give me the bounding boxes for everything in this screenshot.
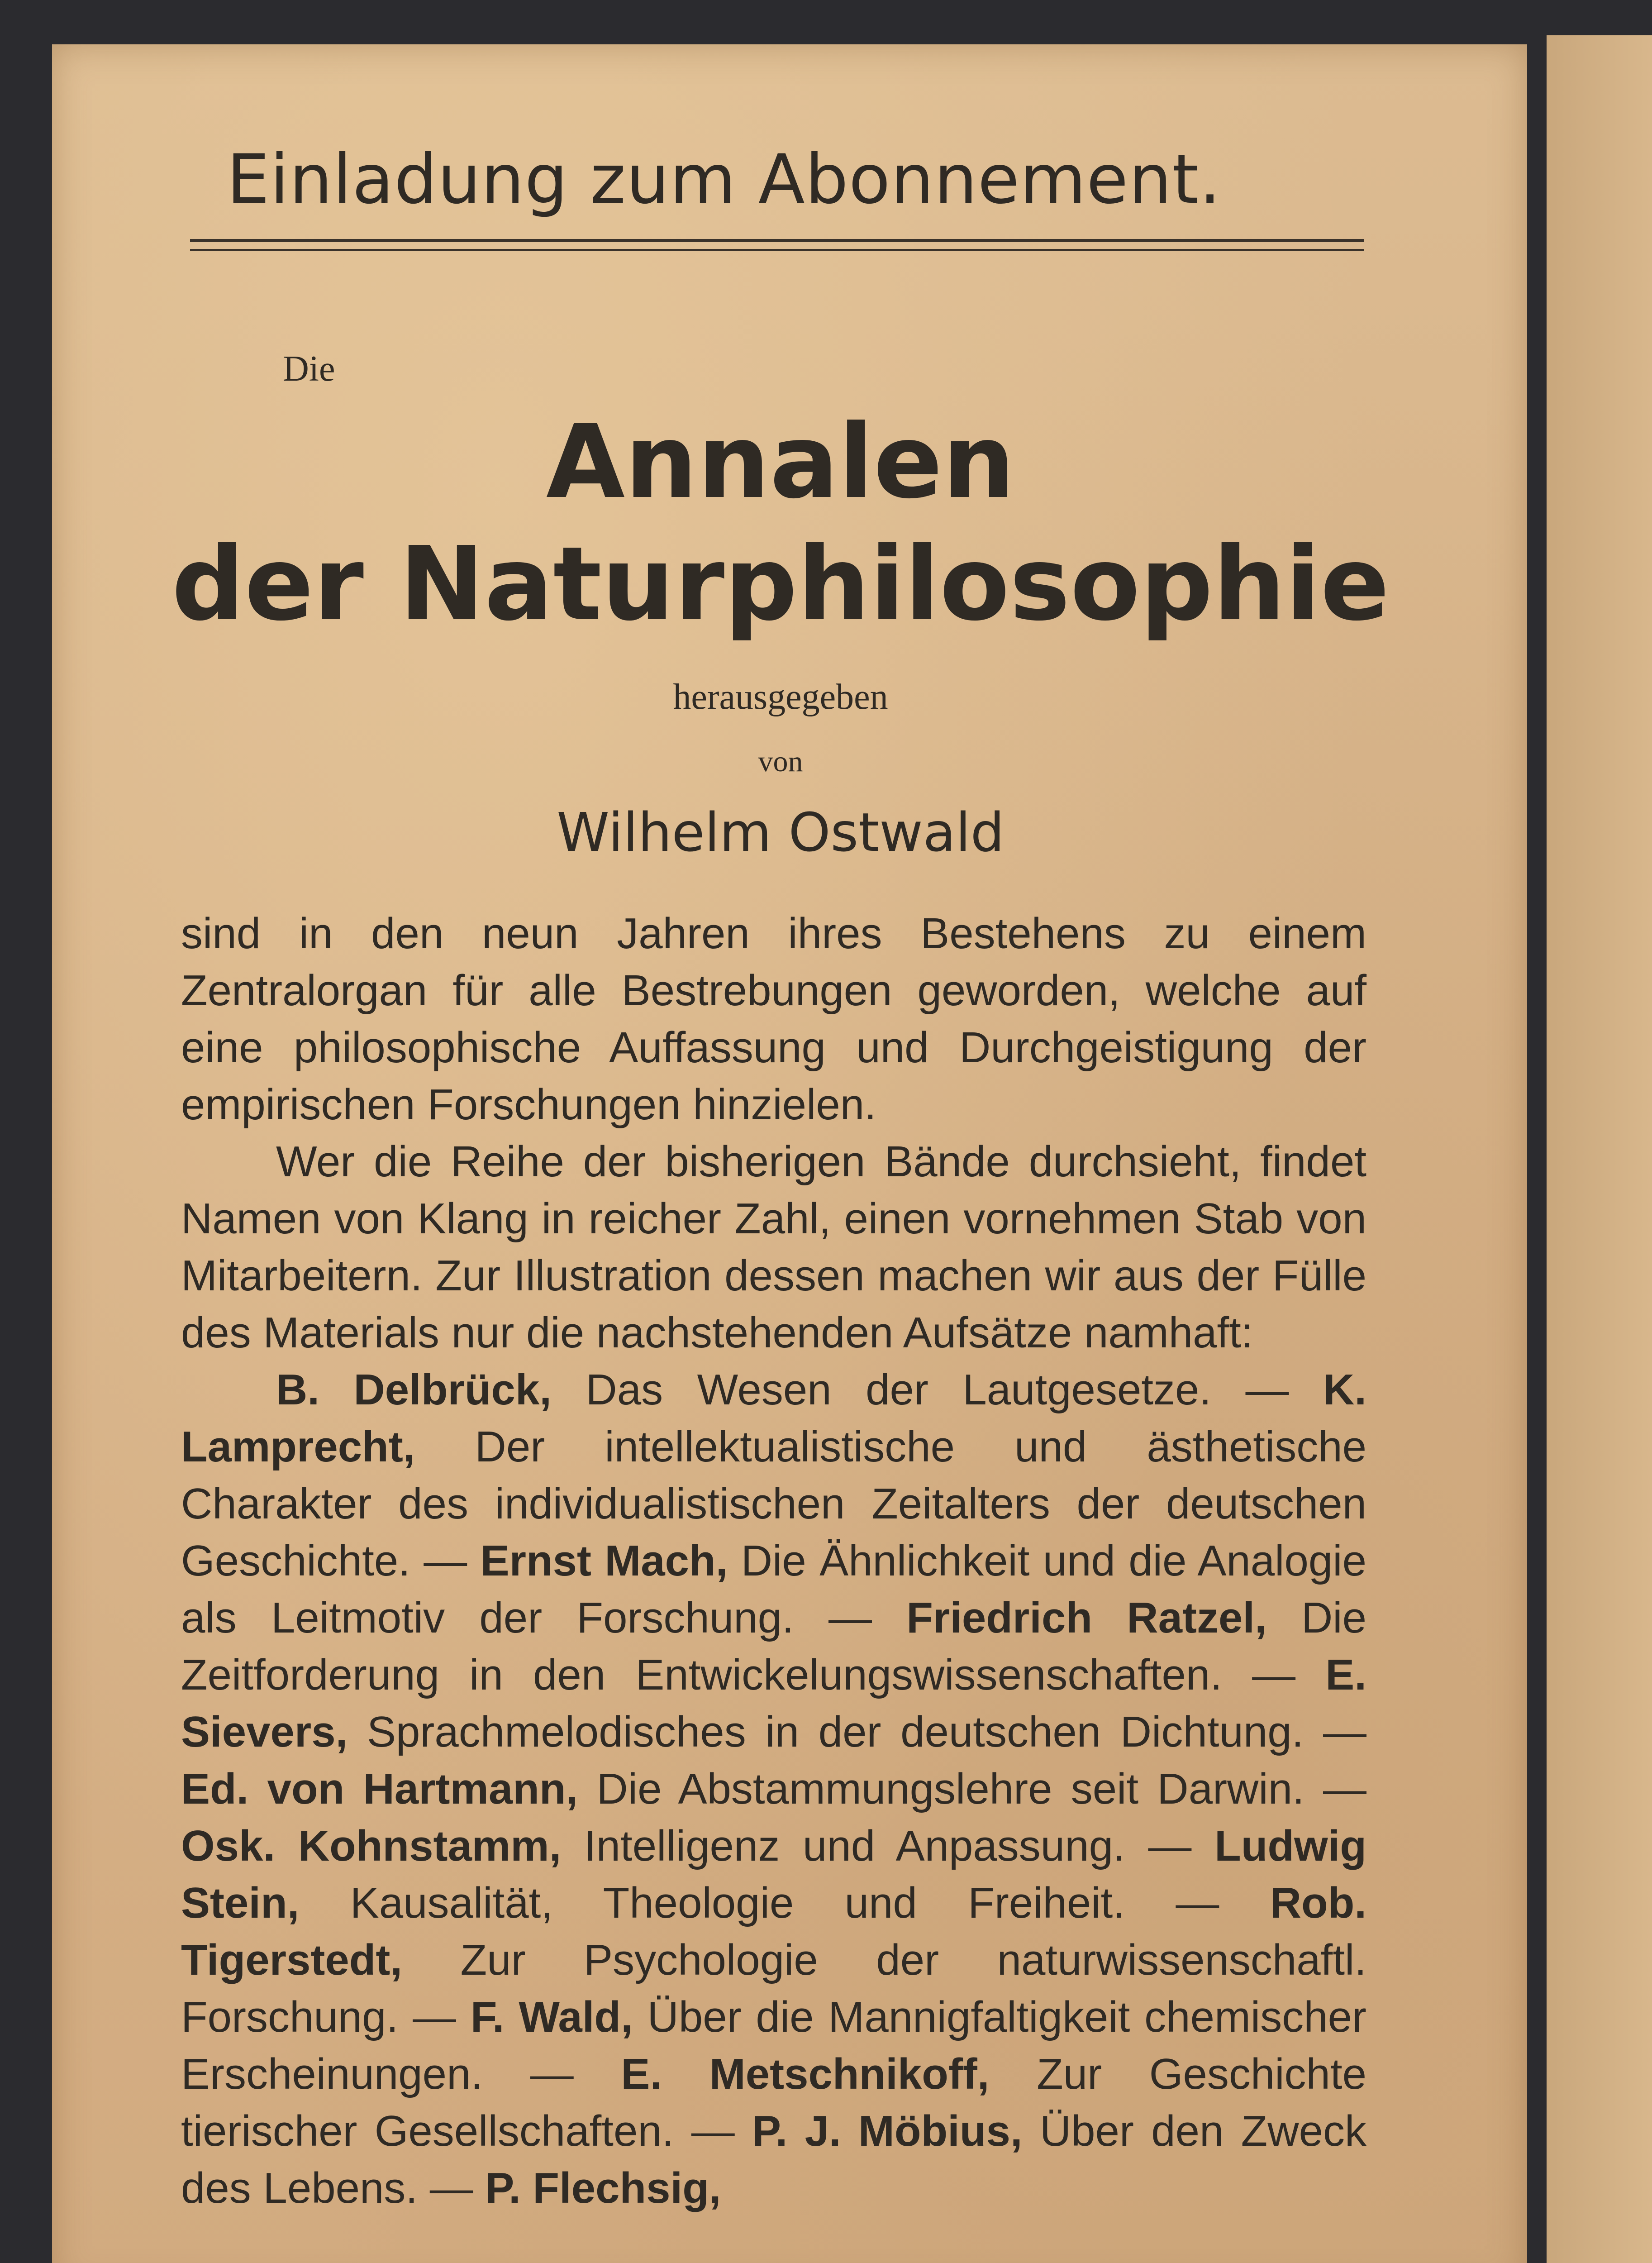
- paragraph-intro: sind in den neun Jahren ihres Bestehens zu einem Zentralorgan für alle Bestrebungen geworden, welche auf eine philosophische Auffassung und Durchgeistigung der empirischen Forschungen hinzielen.: [181, 909, 1366, 1129]
- article-author: Ludwig Stein,: [181, 1822, 1367, 1927]
- article-author: Rob. Tigerstedt,: [181, 1879, 1366, 1984]
- article-title: Zur Psychologie der naturwissenschaftl. Forschung. —: [181, 1936, 1366, 2041]
- body-text: [181, 905, 1366, 2217]
- article-title: Intelligenz und Anpassung. —: [561, 1822, 1215, 1870]
- article-title: Zur Geschichte tierischer Gesellschaften. —: [181, 2050, 1367, 2155]
- article-title: Kausalität, Theologie und Freiheit. —: [299, 1879, 1270, 1927]
- paragraph-contributors: Wer die Reihe der bisherigen Bände durchsieht, findet Namen von Klang in reicher Zahl, einen vornehmen Stab von Mitarbeitern. Zur Illustration dessen machen wir aus der Fülle des Materials nur die nachstehenden Aufsätze namhaft:: [181, 1137, 1366, 1357]
- article-title: Der intellektualistische und ästhetische Charakter des individualistischen Zeitalters der deutschen Geschichte. —: [181, 1423, 1366, 1585]
- page-gutter: [1527, 35, 1547, 2263]
- adjacent-page: [1547, 35, 1652, 2263]
- article-author: Osk. Kohnstamm,: [181, 1822, 562, 1870]
- article-title: Über die Mannigfaltigkeit chemischer Erscheinungen. —: [181, 1993, 1367, 2098]
- article-author: F. Wald,: [470, 1993, 633, 2041]
- article-author: P. J. Möbius,: [752, 2107, 1023, 2155]
- header-rule-bottom: [190, 249, 1364, 251]
- header-title: Einladung zum Abonnement.: [227, 140, 1221, 219]
- article-author: E. Sievers,: [181, 1651, 1366, 1756]
- article-title: Das Wesen der Lautgesetze. —: [551, 1365, 1324, 1414]
- article-author: Ernst Mach,: [480, 1537, 728, 1585]
- article-author: K. Lamprecht,: [181, 1365, 1367, 1471]
- journal-title-line1: Annalen: [546, 403, 1015, 521]
- article-title: Die Abstammungslehre seit Darwin. —: [578, 1765, 1367, 1813]
- edited-label: herausgegeben: [673, 677, 888, 717]
- article-author: B. Delbrück,: [276, 1365, 552, 1414]
- article-title: Über den Zweck des Lebens. —: [181, 2107, 1366, 2212]
- article-author: E. Metschnikoff,: [621, 2050, 990, 2098]
- article-author: Ed. von Hartmann,: [181, 1765, 578, 1813]
- header-rule-top: [190, 239, 1364, 242]
- article-list: [181, 1361, 1366, 2217]
- article-author: Friedrich Ratzel,: [906, 1594, 1267, 1642]
- journal-title-line2: der Naturphilosophie: [171, 525, 1390, 644]
- article-author: P. Flechsig,: [485, 2164, 721, 2212]
- title-article: Die: [283, 349, 335, 389]
- article-title: Die Zeitforderung in den Entwickelungswissenschaften. —: [181, 1594, 1367, 1699]
- article-title: Sprachmelodisches in der deutschen Dichtung. —: [348, 1708, 1366, 1756]
- editor-name: Wilhelm Ostwald: [557, 801, 1005, 864]
- article-title: Die Ähnlichkeit und die Analogie als Leitmotiv der Forschung. —: [181, 1537, 1367, 1642]
- by-label: von: [758, 745, 803, 778]
